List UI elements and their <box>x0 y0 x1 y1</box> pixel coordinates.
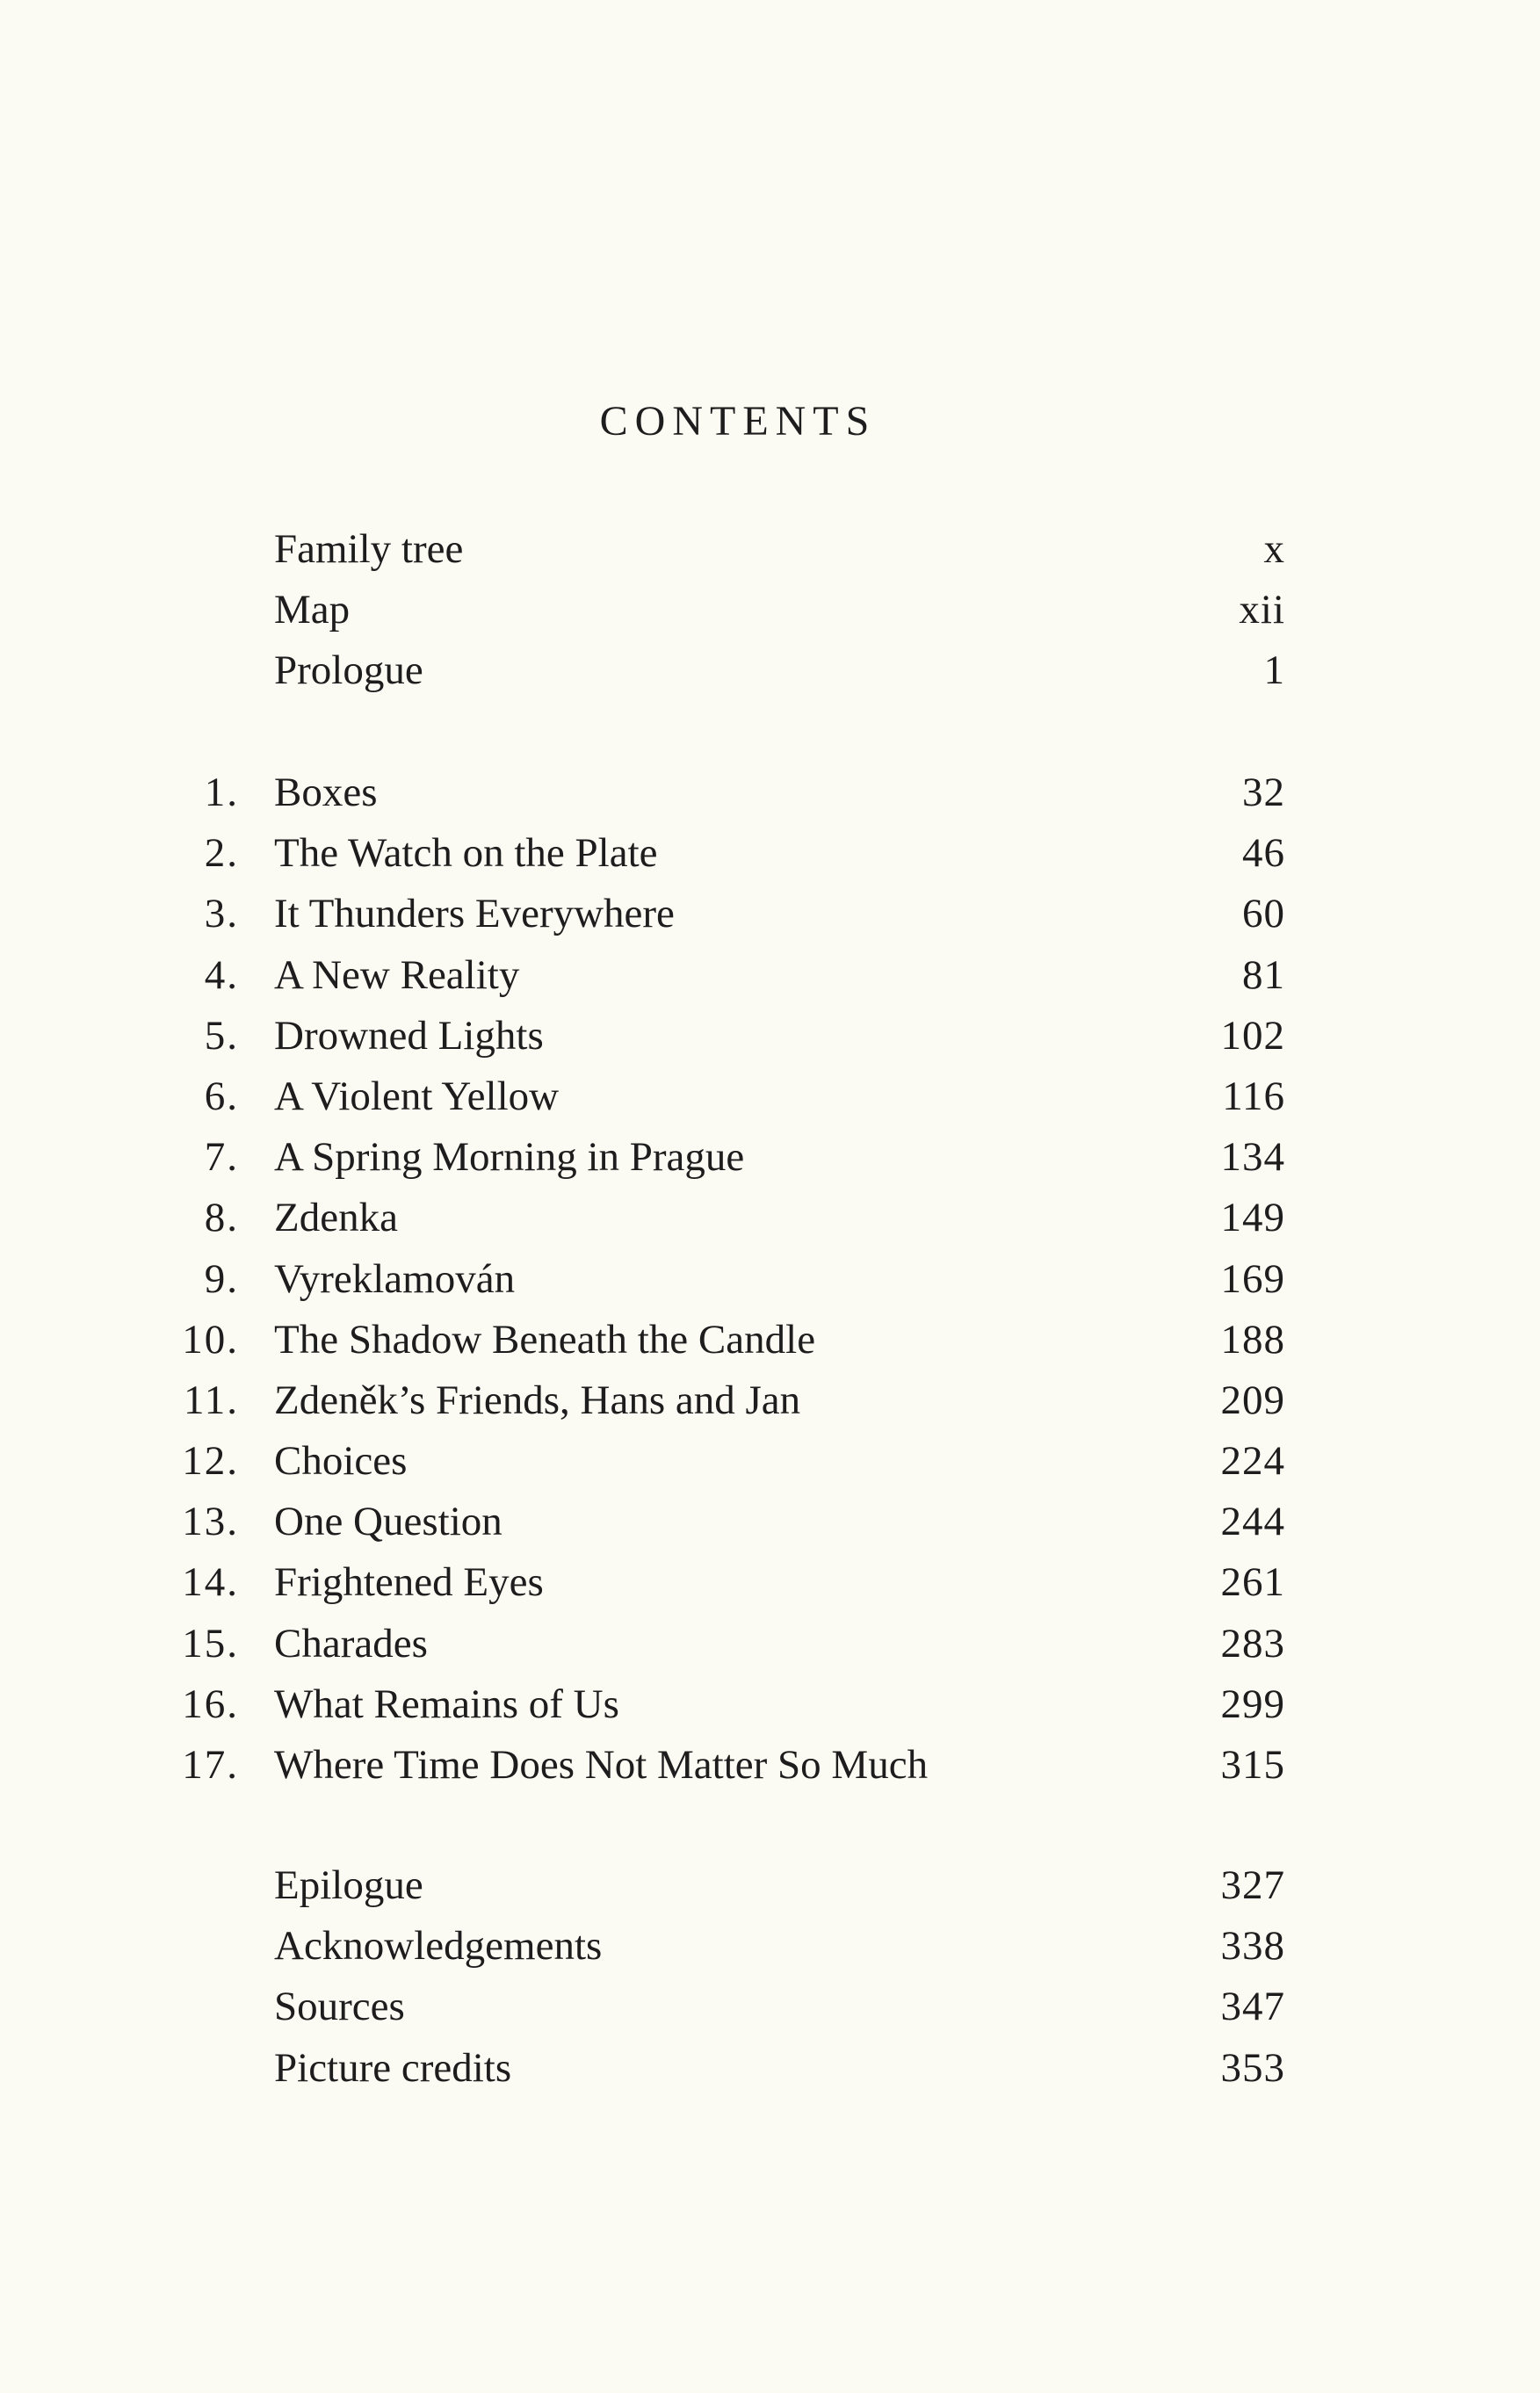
chapter-number: 2. <box>204 830 239 877</box>
page-number: 102 <box>1220 1012 1285 1059</box>
entry-title: Family tree <box>274 526 464 572</box>
page-number: 116 <box>1222 1073 1285 1119</box>
chapter-number: 16. <box>182 1681 239 1727</box>
entry-title: Choices <box>274 1438 408 1485</box>
page-number: 283 <box>1220 1620 1285 1666</box>
page-number: 46 <box>1242 830 1285 877</box>
page-number: 209 <box>1220 1377 1285 1423</box>
entry-title: One Question <box>274 1499 502 1545</box>
page-number: 60 <box>1242 891 1285 937</box>
toc-entry <box>0 1370 1540 1431</box>
page-number: 315 <box>1220 1742 1285 1788</box>
page-number: 347 <box>1220 1984 1285 2030</box>
entry-title: What Remains of Us <box>274 1681 619 1727</box>
page-number: 261 <box>1220 1559 1285 1606</box>
page-number: 32 <box>1242 770 1285 815</box>
chapter-number: 13. <box>182 1499 239 1545</box>
toc-entry <box>0 1006 1540 1066</box>
entry-title: Zdenka <box>274 1195 398 1241</box>
page-number: x <box>1263 526 1285 572</box>
toc-entry <box>0 1431 1540 1492</box>
entry-title: Drowned Lights <box>274 1012 544 1059</box>
page-number: 1 <box>1263 647 1285 694</box>
entry-title: Zdeněk’s Friends, Hans and Jan <box>274 1377 801 1423</box>
toc-entry <box>0 1977 1540 2037</box>
toc-entry <box>0 884 1540 944</box>
chapter-number: 14. <box>182 1559 239 1606</box>
entry-title: The Watch on the Plate <box>274 830 658 877</box>
chapter-number: 11. <box>183 1377 239 1423</box>
chapter-number: 17. <box>182 1742 239 1788</box>
page-number: 134 <box>1220 1134 1285 1181</box>
chapter-list <box>0 763 1540 1796</box>
page-number: 188 <box>1220 1316 1285 1363</box>
entry-title: Frightened Eyes <box>274 1559 544 1606</box>
back-matter-list <box>0 1855 1540 2099</box>
entry-title: Acknowledgements <box>274 1923 603 1970</box>
chapter-number: 4. <box>204 951 239 998</box>
page-number: 338 <box>1220 1923 1285 1970</box>
toc-entry <box>0 1066 1540 1127</box>
page-number: 81 <box>1242 951 1285 998</box>
entry-title: Charades <box>274 1620 428 1666</box>
toc-entry <box>0 2038 1540 2099</box>
chapter-number: 3. <box>204 891 239 937</box>
contents-heading: CONTENTS <box>599 398 877 445</box>
page-number: xii <box>1239 587 1285 633</box>
chapter-number: 15. <box>182 1620 239 1666</box>
entry-title: Map <box>274 587 351 633</box>
toc-entry <box>0 1674 1540 1735</box>
page-number: 327 <box>1220 1862 1285 1908</box>
entry-title: Vyreklamován <box>274 1255 516 1302</box>
chapter-number: 12. <box>182 1438 239 1485</box>
page-number: 353 <box>1220 2044 1285 2091</box>
front-matter-list <box>0 519 1540 702</box>
page-number: 244 <box>1220 1499 1285 1545</box>
chapter-number: 8. <box>204 1195 239 1241</box>
chapter-number: 5. <box>204 1012 239 1059</box>
toc-entry <box>0 1552 1540 1613</box>
entry-title: Where Time Does Not Matter So Much <box>274 1742 929 1788</box>
toc-entry <box>0 1127 1540 1188</box>
toc-entry <box>0 945 1540 1006</box>
toc-entry <box>0 1614 1540 1674</box>
entry-title: A New Reality <box>274 951 520 998</box>
entry-title: A Violent Yellow <box>274 1073 560 1119</box>
toc-entry <box>0 1249 1540 1310</box>
toc-entry <box>0 1310 1540 1370</box>
toc-entry <box>0 640 1540 701</box>
toc-entry <box>0 1735 1540 1796</box>
page-number: 149 <box>1220 1195 1285 1241</box>
chapter-number: 1. <box>204 770 239 815</box>
entry-title: Picture credits <box>274 2044 512 2091</box>
page-number: 299 <box>1220 1681 1285 1727</box>
page-number: 224 <box>1220 1438 1285 1485</box>
entry-title: Epilogue <box>274 1862 423 1908</box>
entry-title: It Thunders Everywhere <box>274 891 675 937</box>
toc-entry <box>0 580 1540 640</box>
page-number: 169 <box>1220 1255 1285 1302</box>
toc-entry <box>0 823 1540 884</box>
chapter-number: 10. <box>182 1316 239 1363</box>
chapter-number: 6. <box>204 1073 239 1119</box>
entry-title: The Shadow Beneath the Candle <box>274 1316 816 1363</box>
toc-entry <box>0 1916 1540 1977</box>
entry-title: Sources <box>274 1984 405 2030</box>
chapter-number: 9. <box>204 1255 239 1302</box>
entry-title: A Spring Morning in Prague <box>274 1134 745 1181</box>
toc-entry <box>0 519 1540 580</box>
chapter-number: 7. <box>204 1134 239 1181</box>
toc-entry <box>0 1492 1540 1552</box>
toc-entry <box>0 1855 1540 1916</box>
entry-title: Boxes <box>274 770 378 815</box>
entry-title: Prologue <box>274 647 423 694</box>
toc-entry <box>0 1188 1540 1248</box>
toc-entry <box>0 763 1540 823</box>
